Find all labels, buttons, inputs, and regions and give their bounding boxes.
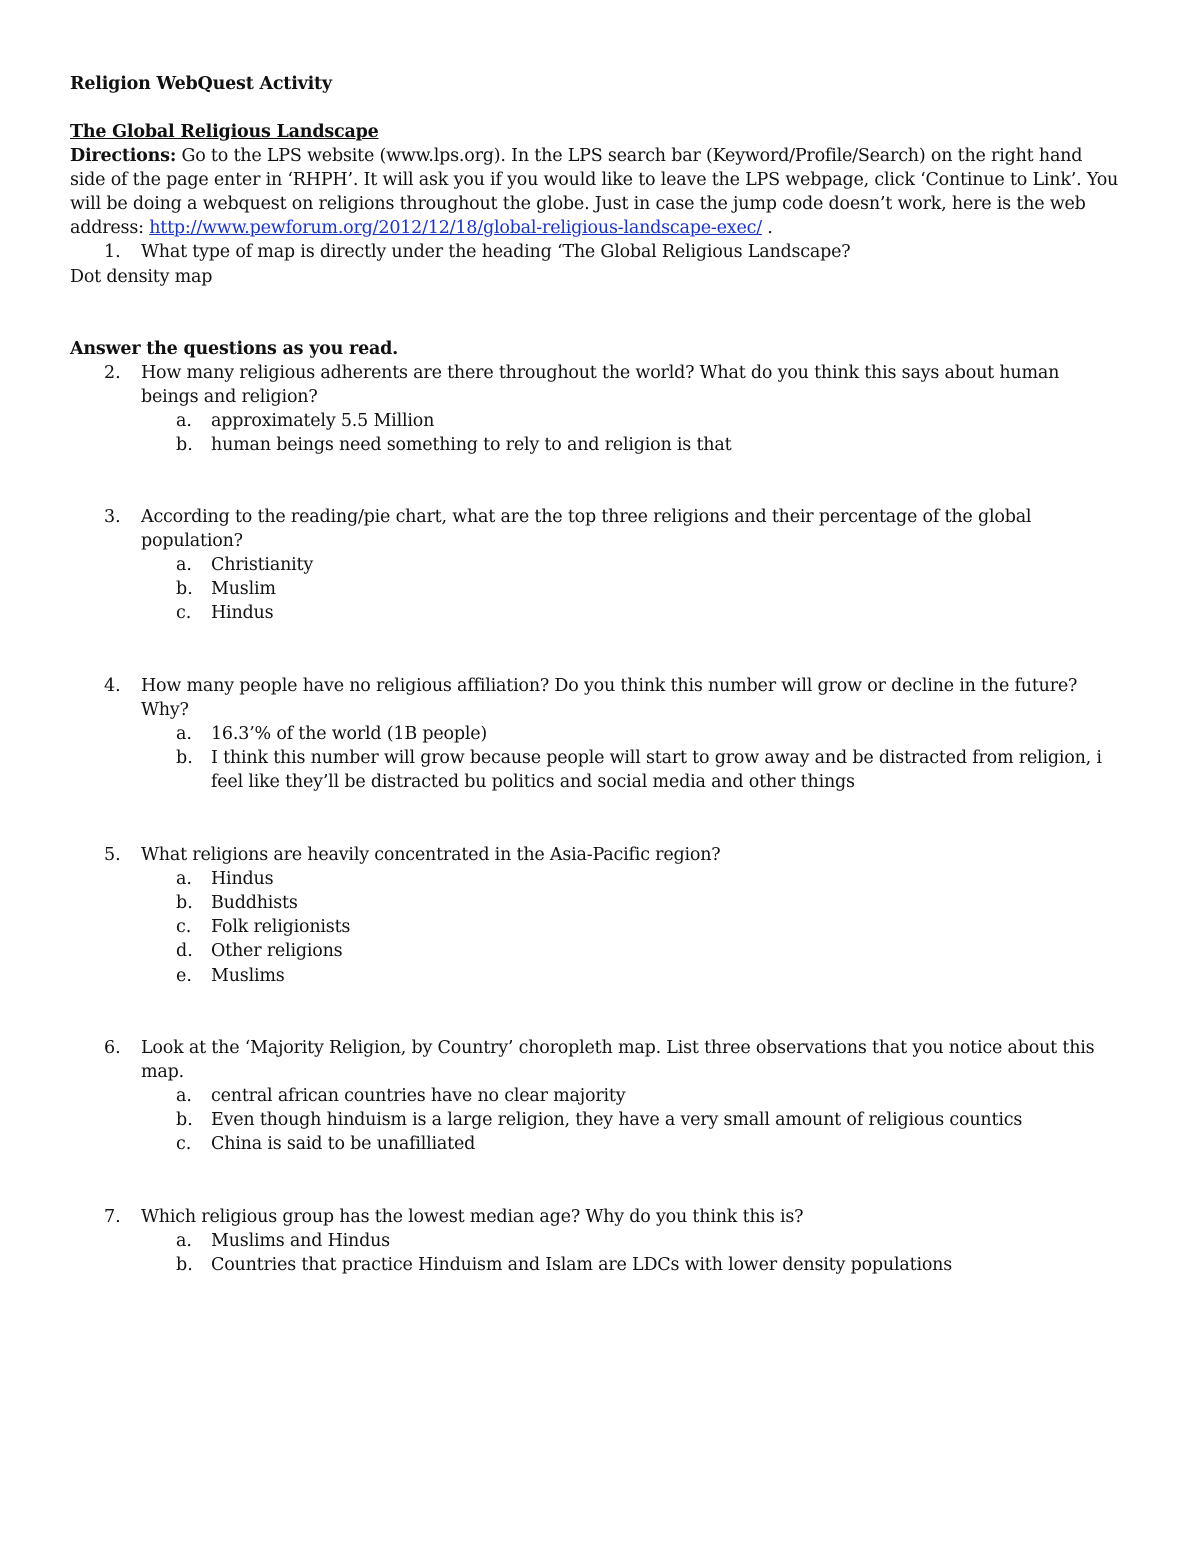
answer-5b-text: Buddhists [211, 893, 298, 914]
answer-4a-letter: a. [176, 724, 192, 745]
answer-5e-letter: e. [176, 965, 192, 986]
answer-5b-letter: b. [176, 893, 193, 914]
answer-3a-letter: a. [176, 555, 192, 576]
question-3-text-line: According to the reading/pie chart, what are the top three religions and their percentage of the global [141, 507, 1032, 527]
directions-line-3: will be doing a webquest on religions throughout the globe. Just in case the jump code doesn’t work, here is the web [70, 194, 1086, 214]
answer-7b-letter: b. [176, 1255, 193, 1276]
answer-3c-letter: c. [176, 603, 192, 624]
answer-4b-letter: b. [176, 748, 193, 769]
answer-5c-text: Folk religionists [211, 917, 351, 938]
section-heading: The Global Religious Landscape [70, 122, 379, 142]
question-3-text-line: population? [141, 531, 243, 552]
question-2-text-line: How many religious adherents are there throughout the world? What do you think this says about human [141, 363, 1060, 383]
question-7-text-line: Which religious group has the lowest median age? Why do you think this is? [141, 1207, 804, 1227]
question-3-number: 3. [104, 507, 121, 527]
question-1-answer: Dot density map [70, 267, 213, 287]
answer-2a-letter: a. [176, 411, 192, 432]
answer-6c-text: China is said to be unafilliated [211, 1134, 476, 1155]
question-1-text: What type of map is directly under the heading ‘The Global Religious Landscape? [141, 242, 851, 262]
answer-4b-text: I think this number will grow because people will start to grow away and be distracted from religion, i [211, 748, 1102, 769]
question-4-text-line: Why? [141, 700, 189, 721]
answer-5a-text: Hindus [211, 869, 274, 890]
question-6-text-line: Look at the ‘Majority Religion, by Country’ choropleth map. List three observations that you notice about this [141, 1038, 1095, 1058]
document-title: Religion WebQuest Activity [70, 74, 332, 94]
answer-6a-text: central african countries have no clear majority [211, 1086, 626, 1107]
answer-5a-letter: a. [176, 869, 192, 890]
directions-line-1 [70, 144, 1082, 168]
answer-3c-text: Hindus [211, 603, 274, 624]
answer-3a-text: Christianity [211, 555, 314, 576]
question-2-number: 2. [104, 363, 121, 383]
answer-5d-letter: d. [176, 941, 193, 962]
question-5-number: 5. [104, 845, 121, 865]
answer-6b-text: Even though hinduism is a large religion, they have a very small amount of religious countics [211, 1110, 1023, 1131]
question-6-text-line: map. [141, 1062, 184, 1083]
question-2-text-line: beings and religion? [141, 387, 318, 408]
answer-2b-text: human beings need something to rely to and religion is that [211, 435, 732, 456]
directions-label: Directions: [70, 146, 177, 166]
answer-4a-text: 16.3’% of the world (1B people) [211, 724, 488, 745]
question-1-number: 1. [104, 242, 121, 262]
question-6-number: 6. [104, 1038, 121, 1058]
answer-3b-text: Muslim [211, 579, 276, 600]
answer-5c-letter: c. [176, 917, 192, 938]
directions-address-prefix: address: [70, 218, 150, 238]
question-5-text-line: What religions are heavily concentrated in the Asia-Pacific region? [141, 845, 721, 865]
answer-heading: Answer the questions as you read. [70, 339, 399, 359]
pewforum-link[interactable]: http://www.pewforum.org/2012/12/18/global-religious-landscape-exec/ [149, 218, 762, 238]
answer-5d-text: Other religions [211, 941, 343, 962]
answer-5e-text: Muslims [211, 965, 285, 986]
answer-6b-letter: b. [176, 1110, 193, 1131]
answer-7a-text: Muslims and Hindus [211, 1231, 390, 1252]
answer-3b-letter: b. [176, 579, 193, 600]
question-4-number: 4. [104, 676, 121, 696]
answer-2a-text: approximately 5.5 Million [211, 411, 435, 432]
answer-6c-letter: c. [176, 1134, 192, 1155]
directions-text-1: Go to the LPS website (www.lps.org). In the LPS search bar (Keyword/Profile/Search) on the right hand [181, 146, 1083, 166]
question-4-text-line: How many people have no religious affiliation? Do you think this number will grow or decline in the future? [141, 676, 1078, 696]
answer-2b-letter: b. [176, 435, 193, 456]
answer-7b-text: Countries that practice Hinduism and Islam are LDCs with lower density populations [211, 1255, 953, 1276]
directions-line-2: side of the page enter in ‘RHPH’. It will ask you if you would like to leave the LPS webpage, click ‘Continue to Link’. You [70, 170, 1119, 190]
answer-4b-text: feel like they’ll be distracted bu politics and social media and other things [211, 772, 855, 793]
directions-address-suffix: . [761, 218, 773, 238]
answer-7a-letter: a. [176, 1231, 192, 1252]
answer-6a-letter: a. [176, 1086, 192, 1107]
directions-line-4 [70, 216, 773, 240]
question-7-number: 7. [104, 1207, 121, 1227]
